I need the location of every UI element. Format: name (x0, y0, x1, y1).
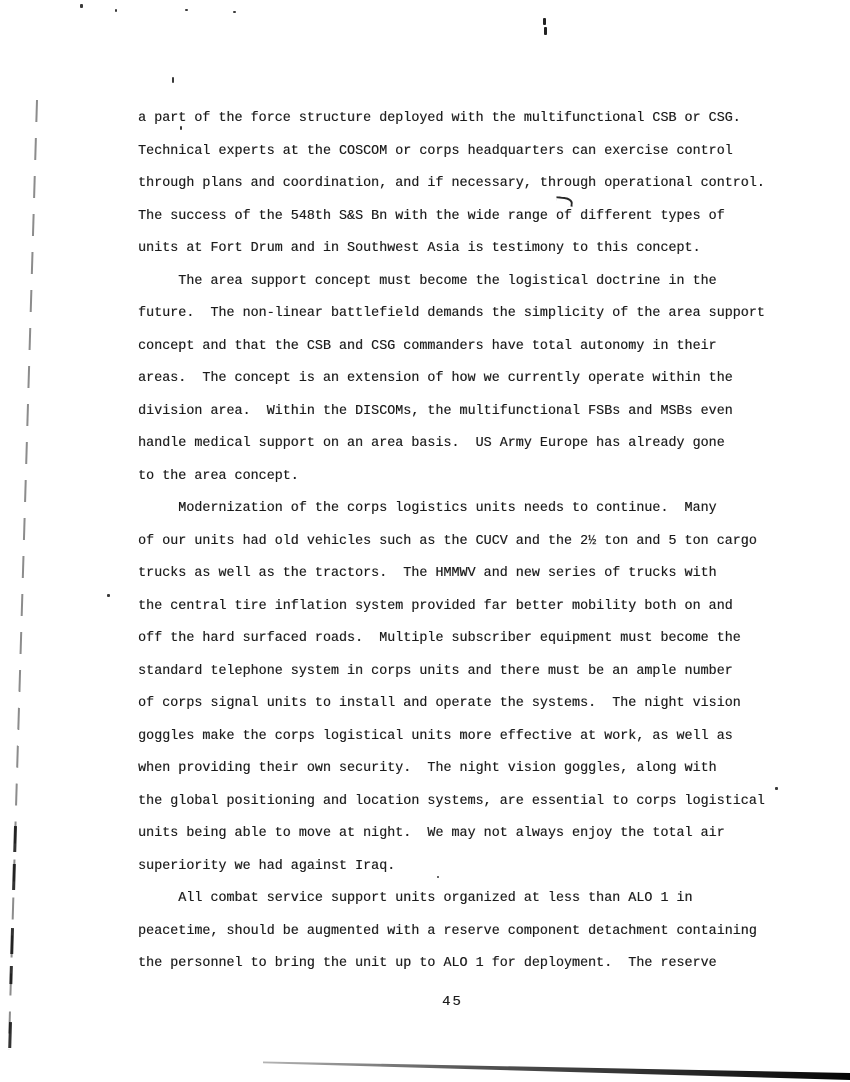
text-line: the central tire inflation system provided far better mobility both on and (138, 598, 733, 614)
text-line: the personnel to bring the unit up to ALO 1 for deployment. The reserve (138, 956, 717, 971)
scan-speck (115, 9, 117, 12)
margin-scan-dashes-dark (8, 1022, 12, 1048)
text-line: off the hard surfaced roads. Multiple subscriber equipment must become the (138, 631, 741, 646)
text-line: handle medical support on an area basis. US Army Europe has already gone (138, 436, 725, 451)
scan-speck (80, 4, 83, 8)
text-line: goggles make the corps logistical units more effective at work, as well as (138, 728, 733, 744)
scan-speck (107, 594, 110, 597)
text-line: standard telephone system in corps units and there must be an ample number (138, 663, 733, 679)
scan-speck (172, 77, 174, 83)
text-line: when providing their own security. The night vision goggles, along with (138, 761, 717, 776)
scan-speck (185, 9, 188, 11)
text-line: future. The non-linear battlefield demands the simplicity of the area support (138, 306, 765, 321)
margin-scan-dashes (8, 100, 38, 1050)
scan-speck (544, 27, 547, 35)
text-line: peacetime, should be augmented with a reserve component detachment containing (138, 923, 757, 939)
margin-scan-dashes-dark (12, 826, 17, 890)
text-line: concept and that the CSB and CSG commanders have total autonomy in their (138, 338, 717, 354)
text-line: to the area concept. (138, 468, 299, 484)
text-line: of our units had old vehicles such as the CUCV and the 2½ ton and 5 ton cargo (138, 533, 757, 549)
text-line: The success of the 548th S&S Bn with the wide range of different types of (138, 208, 725, 224)
text-line: units at Fort Drum and in Southwest Asia is testimony to this concept. (138, 241, 701, 256)
text-line: All combat service support units organized at less than ALO 1 in (138, 891, 693, 906)
text-line: the global positioning and location systems, are essential to corps logistical (138, 793, 765, 809)
text-line: through plans and coordination, and if necessary, through operational control. (138, 176, 765, 191)
paragraph-1 (138, 103, 818, 266)
paragraph-2 (138, 266, 818, 494)
page-number: 45 (442, 994, 463, 1010)
text-line: units being able to move at night. We may not always enjoy the total air (138, 826, 725, 841)
text-line: areas. The concept is an extension of how we currently operate within the (138, 371, 733, 386)
text-line: Technical experts at the COSCOM or corps headquarters can exercise control (138, 143, 733, 159)
text-line: trucks as well as the tractors. The HMMWV and new series of trucks with (138, 566, 717, 581)
text-line: a part of the force structure deployed with the multifunctional CSB or CSG. (138, 111, 741, 126)
scan-speck (233, 11, 236, 13)
text-line: division area. Within the DISCOMs, the multifunctional FSBs and MSBs even (138, 403, 733, 419)
text-line: of corps signal units to install and operate the systems. The night vision (138, 696, 741, 711)
text-line: The area support concept must become the logistical doctrine in the (138, 273, 717, 289)
paragraph-4 (138, 883, 818, 981)
scan-speck (543, 18, 546, 25)
margin-scan-dashes-dark (9, 928, 14, 984)
text-line: superiority we had against Iraq. (138, 858, 396, 874)
paragraph-3 (138, 493, 818, 883)
document-text (138, 103, 818, 981)
text-line: Modernization of the corps logistics units needs to continue. Many (138, 501, 717, 516)
